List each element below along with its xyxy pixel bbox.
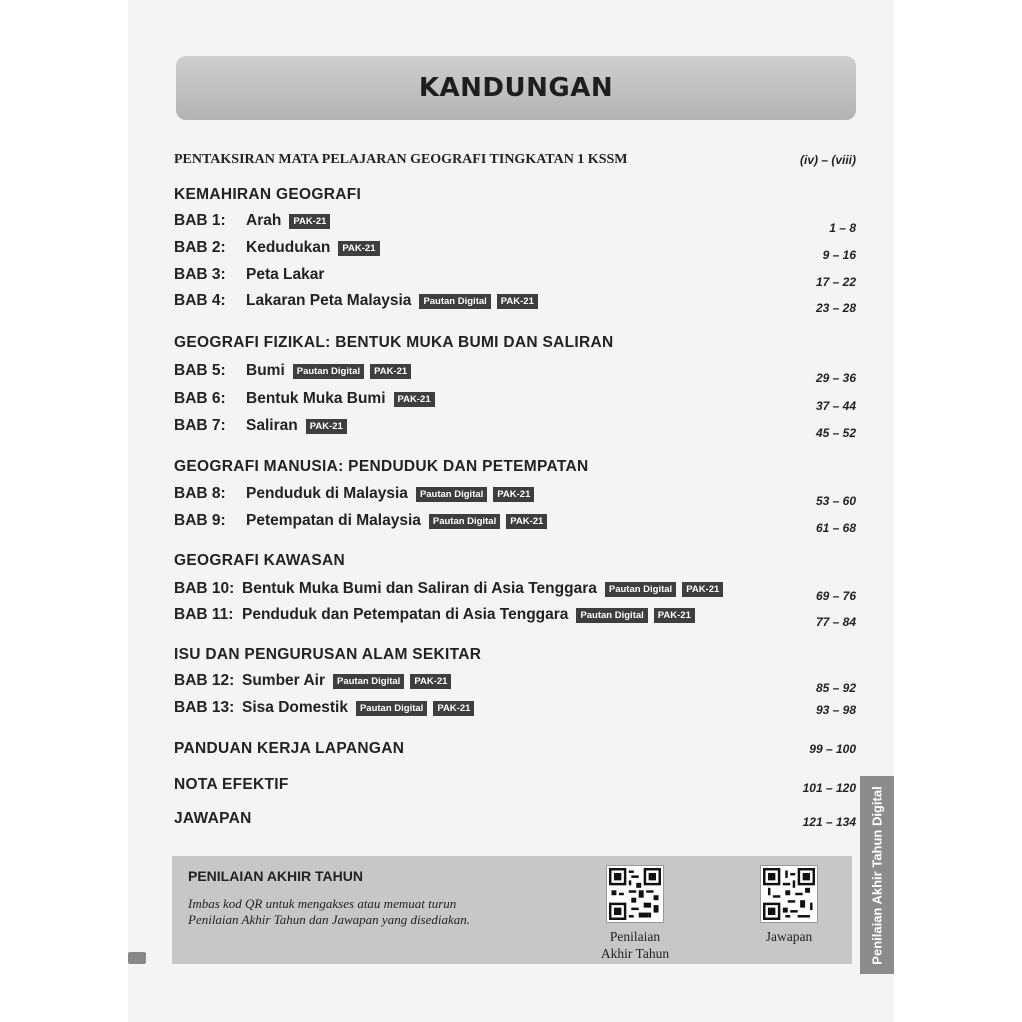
qr-penilaian-group[interactable] [580,866,690,962]
chapter-pages: 1 – 8 [829,221,856,235]
page-title: KANDUNGAN [418,73,614,103]
toc-row-bab-7[interactable]: BAB 7: Saliran PAK-21 45 – 52 [174,417,856,440]
qr-caption-line: Akhir Tahun [600,946,670,961]
section-title-fizikal: GEOGRAFI FIZIKAL: BENTUK MUKA BUMI DAN SALIRAN [174,334,614,351]
toc-row-bab-6[interactable]: BAB 6: Bentuk Muka Bumi PAK-21 37 – 44 [174,390,856,413]
qr-caption-line: Penilaian [609,929,661,944]
toc-row-bab-5[interactable]: BAB 5: Bumi Pautan Digital PAK-21 29 – 36 [174,362,856,385]
chapter-name: Kedudukan [246,239,331,256]
tail-pages: 99 – 100 [809,742,856,756]
chapter-name: Bentuk Muka Bumi dan Saliran di Asia Tenggara [242,580,597,597]
chapter-name: Penduduk dan Petempatan di Asia Tenggara [242,606,569,623]
chapter-pages: 69 – 76 [815,589,856,603]
toc-row-bab-11[interactable]: BAB 11: Penduduk dan Petempatan di Asia Tenggara Pautan Digital PAK-21 77 – 84 [174,606,856,629]
pak21-badge: PAK-21 [370,364,411,379]
pautan-digital-badge: Pautan Digital [416,487,487,502]
toc-intro-title: PENTAKSIRAN MATA PELAJARAN GEOGRAFI TINGKATAN 1 KSSM [174,152,628,167]
chapter-pages: 53 – 60 [815,494,856,508]
section-title-kawasan: GEOGRAFI KAWASAN [174,552,346,569]
chapter-name: Bumi [246,362,285,379]
penilaian-title: PENILAIAN AKHIR TAHUN [188,868,363,884]
toc-row-bab-1[interactable]: BAB 1: Arah PAK-21 1 – 8 [174,212,856,235]
pak21-badge: PAK-21 [497,294,538,309]
chapter-name: Sumber Air [242,672,325,689]
toc-row-bab-10[interactable]: BAB 10: Bentuk Muka Bumi dan Saliran di Asia Tenggara Pautan Digital PAK-21 69 – 76 [174,580,856,603]
chapter-pages: 23 – 28 [815,301,856,315]
chapter-name: Sisa Domestik [242,699,348,716]
pak21-badge: PAK-21 [433,701,474,716]
section-title-kemahiran: KEMAHIRAN GEOGRAFI [174,186,362,203]
pak21-badge: PAK-21 [506,514,547,529]
toc-row-bab-8[interactable]: BAB 8: Penduduk di Malaysia Pautan Digital PAK-21 53 – 60 [174,485,856,508]
pak21-badge: PAK-21 [306,419,347,434]
qr-caption-jawapan: Jawapan [765,929,813,944]
toc-row-panduan[interactable]: PANDUAN KERJA LAPANGAN 99 – 100 [174,740,856,757]
chapter-name: Saliran [246,417,298,434]
tail-pages: 121 – 134 [802,815,856,829]
toc-row-bab-3[interactable]: BAB 3: Peta Lakar 17 – 22 [174,266,856,289]
chapter-pages: 17 – 22 [815,275,856,289]
pautan-digital-badge: Pautan Digital [356,701,427,716]
chapter-name: Lakaran Peta Malaysia [246,292,412,309]
toc-row-bab-9[interactable]: BAB 9: Petempatan di Malaysia Pautan Digital PAK-21 61 – 68 [174,512,856,535]
toc-intro-row[interactable] [174,150,856,170]
qr-code-icon[interactable] [607,866,663,922]
section-title-isu: ISU DAN PENGURUSAN ALAM SEKITAR [174,646,482,663]
pautan-digital-badge: Pautan Digital [605,582,676,597]
side-tab-penilaian-digital: Penilaian Akhir Tahun Digital [860,776,894,974]
toc-row-jawapan[interactable]: JAWAPAN 121 – 134 [174,810,856,829]
chapter-name: Arah [246,212,282,229]
chapter-pages: 45 – 52 [815,426,856,440]
chapter-pages: 9 – 16 [822,248,856,262]
toc-row-bab-12[interactable]: BAB 12: Sumber Air Pautan Digital PAK-21 85 – 92 [174,672,856,695]
toc-intro-pages: (iv) – (viii) [799,153,856,167]
chapter-name: Peta Lakar [246,266,325,283]
contents-header [176,56,856,120]
tail-pages: 101 – 120 [802,781,856,795]
toc-row-bab-4[interactable]: BAB 4: Lakaran Peta Malaysia Pautan Digital PAK-21 23 – 28 [174,292,856,315]
chapter-name: Bentuk Muka Bumi [246,390,386,407]
toc-row-nota[interactable]: NOTA EFEKTIF 101 – 120 [174,776,856,795]
pak21-badge: PAK-21 [338,241,379,256]
pautan-digital-badge: Pautan Digital [333,674,404,689]
qr-jawapan-group[interactable] [734,866,844,945]
pak21-badge: PAK-21 [394,392,435,407]
penilaian-instructions: Imbas kod QR untuk mengakses atau memuat turun Penilaian Akhir Tahun dan Jawapan yang disediakan. [188,896,471,927]
pak21-badge: PAK-21 [654,608,695,623]
section-title-manusia: GEOGRAFI MANUSIA: PENDUDUK DAN PETEMPATAN [174,458,589,475]
pautan-digital-badge: Pautan Digital [429,514,500,529]
chapter-pages: 29 – 36 [815,371,856,385]
pautan-digital-badge: Pautan Digital [419,294,490,309]
toc-row-bab-13[interactable]: BAB 13: Sisa Domestik Pautan Digital PAK-21 93 – 98 [174,699,856,717]
pak21-badge: PAK-21 [682,582,723,597]
chapter-pages: 77 – 84 [815,615,856,629]
chapter-pages: 93 – 98 [815,703,856,717]
chapter-pages: 85 – 92 [815,681,856,695]
chapter-name: Petempatan di Malaysia [246,512,421,529]
pak21-badge: PAK-21 [410,674,451,689]
qr-code-icon[interactable] [761,866,817,922]
page-edge-marker [128,952,146,964]
pautan-digital-badge: Pautan Digital [576,608,647,623]
chapter-pages: 37 – 44 [815,399,856,413]
penilaian-box [172,856,852,964]
pautan-digital-badge: Pautan Digital [293,364,364,379]
pak21-badge: PAK-21 [289,214,330,229]
chapter-name: Penduduk di Malaysia [246,485,408,502]
pak21-badge: PAK-21 [493,487,534,502]
chapter-pages: 61 – 68 [815,521,856,535]
toc-row-bab-2[interactable]: BAB 2: Kedudukan PAK-21 9 – 16 [174,239,856,262]
